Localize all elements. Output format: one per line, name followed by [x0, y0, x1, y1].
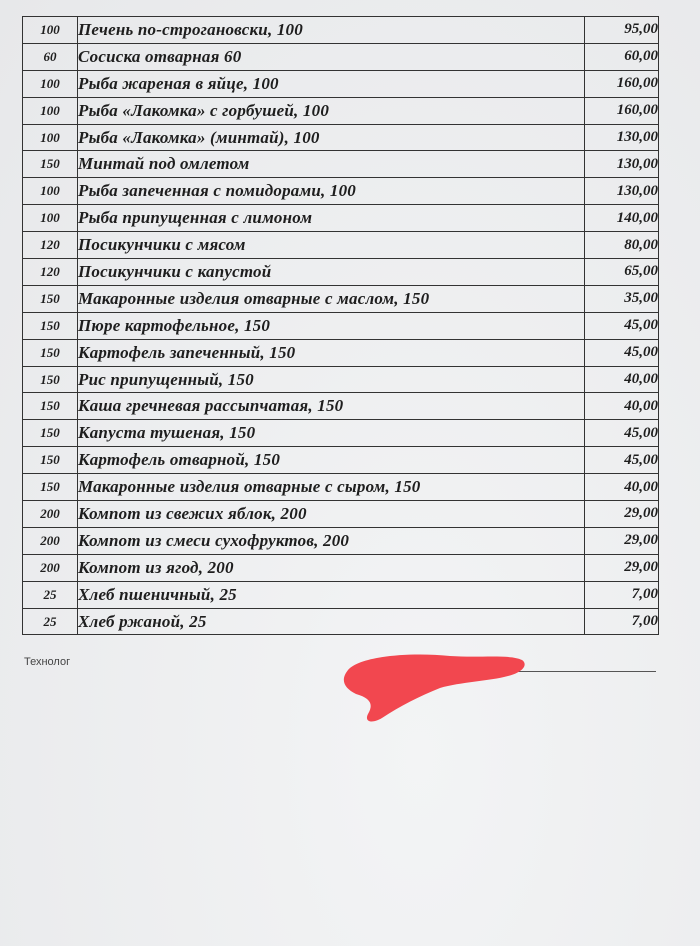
portion-grams: 120 — [23, 259, 78, 286]
table-row — [23, 232, 659, 259]
dish-price: 40,00 — [585, 474, 659, 501]
dish-price: 80,00 — [585, 232, 659, 259]
table-row — [23, 339, 659, 366]
dish-name: Каша гречневая рассыпчатая, 150 — [78, 393, 585, 420]
portion-grams: 200 — [23, 501, 78, 528]
table-row — [23, 608, 659, 635]
dish-name: Хлеб пшеничный, 25 — [78, 581, 585, 608]
dish-price: 45,00 — [585, 312, 659, 339]
dish-name: Хлеб ржаной, 25 — [78, 608, 585, 635]
dish-name: Рыба припущенная с лимоном — [78, 205, 585, 232]
dish-name: Рис припущенный, 150 — [78, 366, 585, 393]
portion-grams: 100 — [23, 178, 78, 205]
menu-price-table — [22, 16, 659, 635]
portion-grams: 150 — [23, 366, 78, 393]
dish-name: Рыба жареная в яйце, 100 — [78, 70, 585, 97]
dish-name: Макаронные изделия отварные с маслом, 150 — [78, 285, 585, 312]
dish-price: 95,00 — [585, 17, 659, 44]
dish-price: 45,00 — [585, 420, 659, 447]
dish-price: 130,00 — [585, 151, 659, 178]
redaction-mark — [340, 648, 530, 726]
portion-grams: 100 — [23, 205, 78, 232]
table-row — [23, 285, 659, 312]
dish-price: 29,00 — [585, 501, 659, 528]
dish-name: Рыба запеченная с помидорами, 100 — [78, 178, 585, 205]
technologist-label: Технолог — [24, 656, 71, 668]
dish-price: 65,00 — [585, 259, 659, 286]
portion-grams: 150 — [23, 393, 78, 420]
table-row — [23, 366, 659, 393]
table-row — [23, 420, 659, 447]
portion-grams: 150 — [23, 285, 78, 312]
dish-name: Рыба «Лакомка» с горбушей, 100 — [78, 97, 585, 124]
table-row — [23, 97, 659, 124]
dish-name: Макаронные изделия отварные с сыром, 150 — [78, 474, 585, 501]
dish-price: 45,00 — [585, 339, 659, 366]
table-row — [23, 124, 659, 151]
dish-price: 45,00 — [585, 447, 659, 474]
dish-price: 160,00 — [585, 70, 659, 97]
portion-grams: 100 — [23, 70, 78, 97]
portion-grams: 150 — [23, 474, 78, 501]
table-row — [23, 581, 659, 608]
dish-price: 140,00 — [585, 205, 659, 232]
portion-grams: 100 — [23, 97, 78, 124]
table-row — [23, 554, 659, 581]
table-row — [23, 527, 659, 554]
table-row — [23, 312, 659, 339]
table-row — [23, 205, 659, 232]
portion-grams: 150 — [23, 339, 78, 366]
portion-grams: 200 — [23, 527, 78, 554]
dish-name: Картофель запеченный, 150 — [78, 339, 585, 366]
portion-grams: 150 — [23, 151, 78, 178]
dish-name: Печень по-строгановски, 100 — [78, 17, 585, 44]
dish-name: Посикунчики с капустой — [78, 259, 585, 286]
table-row — [23, 259, 659, 286]
portion-grams: 200 — [23, 554, 78, 581]
table-row — [23, 447, 659, 474]
portion-grams: 150 — [23, 312, 78, 339]
portion-grams: 150 — [23, 447, 78, 474]
dish-name: Компот из свежих яблок, 200 — [78, 501, 585, 528]
table-row — [23, 43, 659, 70]
dish-price: 29,00 — [585, 554, 659, 581]
dish-name: Рыба «Лакомка» (минтай), 100 — [78, 124, 585, 151]
portion-grams: 60 — [23, 43, 78, 70]
dish-price: 7,00 — [585, 608, 659, 635]
dish-price: 160,00 — [585, 97, 659, 124]
dish-price: 29,00 — [585, 527, 659, 554]
dish-name: Картофель отварной, 150 — [78, 447, 585, 474]
dish-name: Компот из ягод, 200 — [78, 554, 585, 581]
dish-price: 40,00 — [585, 366, 659, 393]
dish-name: Минтай под омлетом — [78, 151, 585, 178]
portion-grams: 25 — [23, 608, 78, 635]
dish-name: Компот из смеси сухофруктов, 200 — [78, 527, 585, 554]
dish-price: 130,00 — [585, 178, 659, 205]
portion-grams: 25 — [23, 581, 78, 608]
table-row — [23, 17, 659, 44]
dish-name: Капуста тушеная, 150 — [78, 420, 585, 447]
dish-name: Посикунчики с мясом — [78, 232, 585, 259]
portion-grams: 150 — [23, 420, 78, 447]
dish-name: Пюре картофельное, 150 — [78, 312, 585, 339]
dish-name: Сосиска отварная 60 — [78, 43, 585, 70]
table-row — [23, 178, 659, 205]
dish-price: 40,00 — [585, 393, 659, 420]
table-row — [23, 151, 659, 178]
table-row — [23, 393, 659, 420]
table-row — [23, 474, 659, 501]
table-row — [23, 70, 659, 97]
table-row — [23, 501, 659, 528]
dish-price: 35,00 — [585, 285, 659, 312]
dish-price: 130,00 — [585, 124, 659, 151]
portion-grams: 100 — [23, 124, 78, 151]
dish-price: 60,00 — [585, 43, 659, 70]
portion-grams: 120 — [23, 232, 78, 259]
dish-price: 7,00 — [585, 581, 659, 608]
portion-grams: 100 — [23, 17, 78, 44]
